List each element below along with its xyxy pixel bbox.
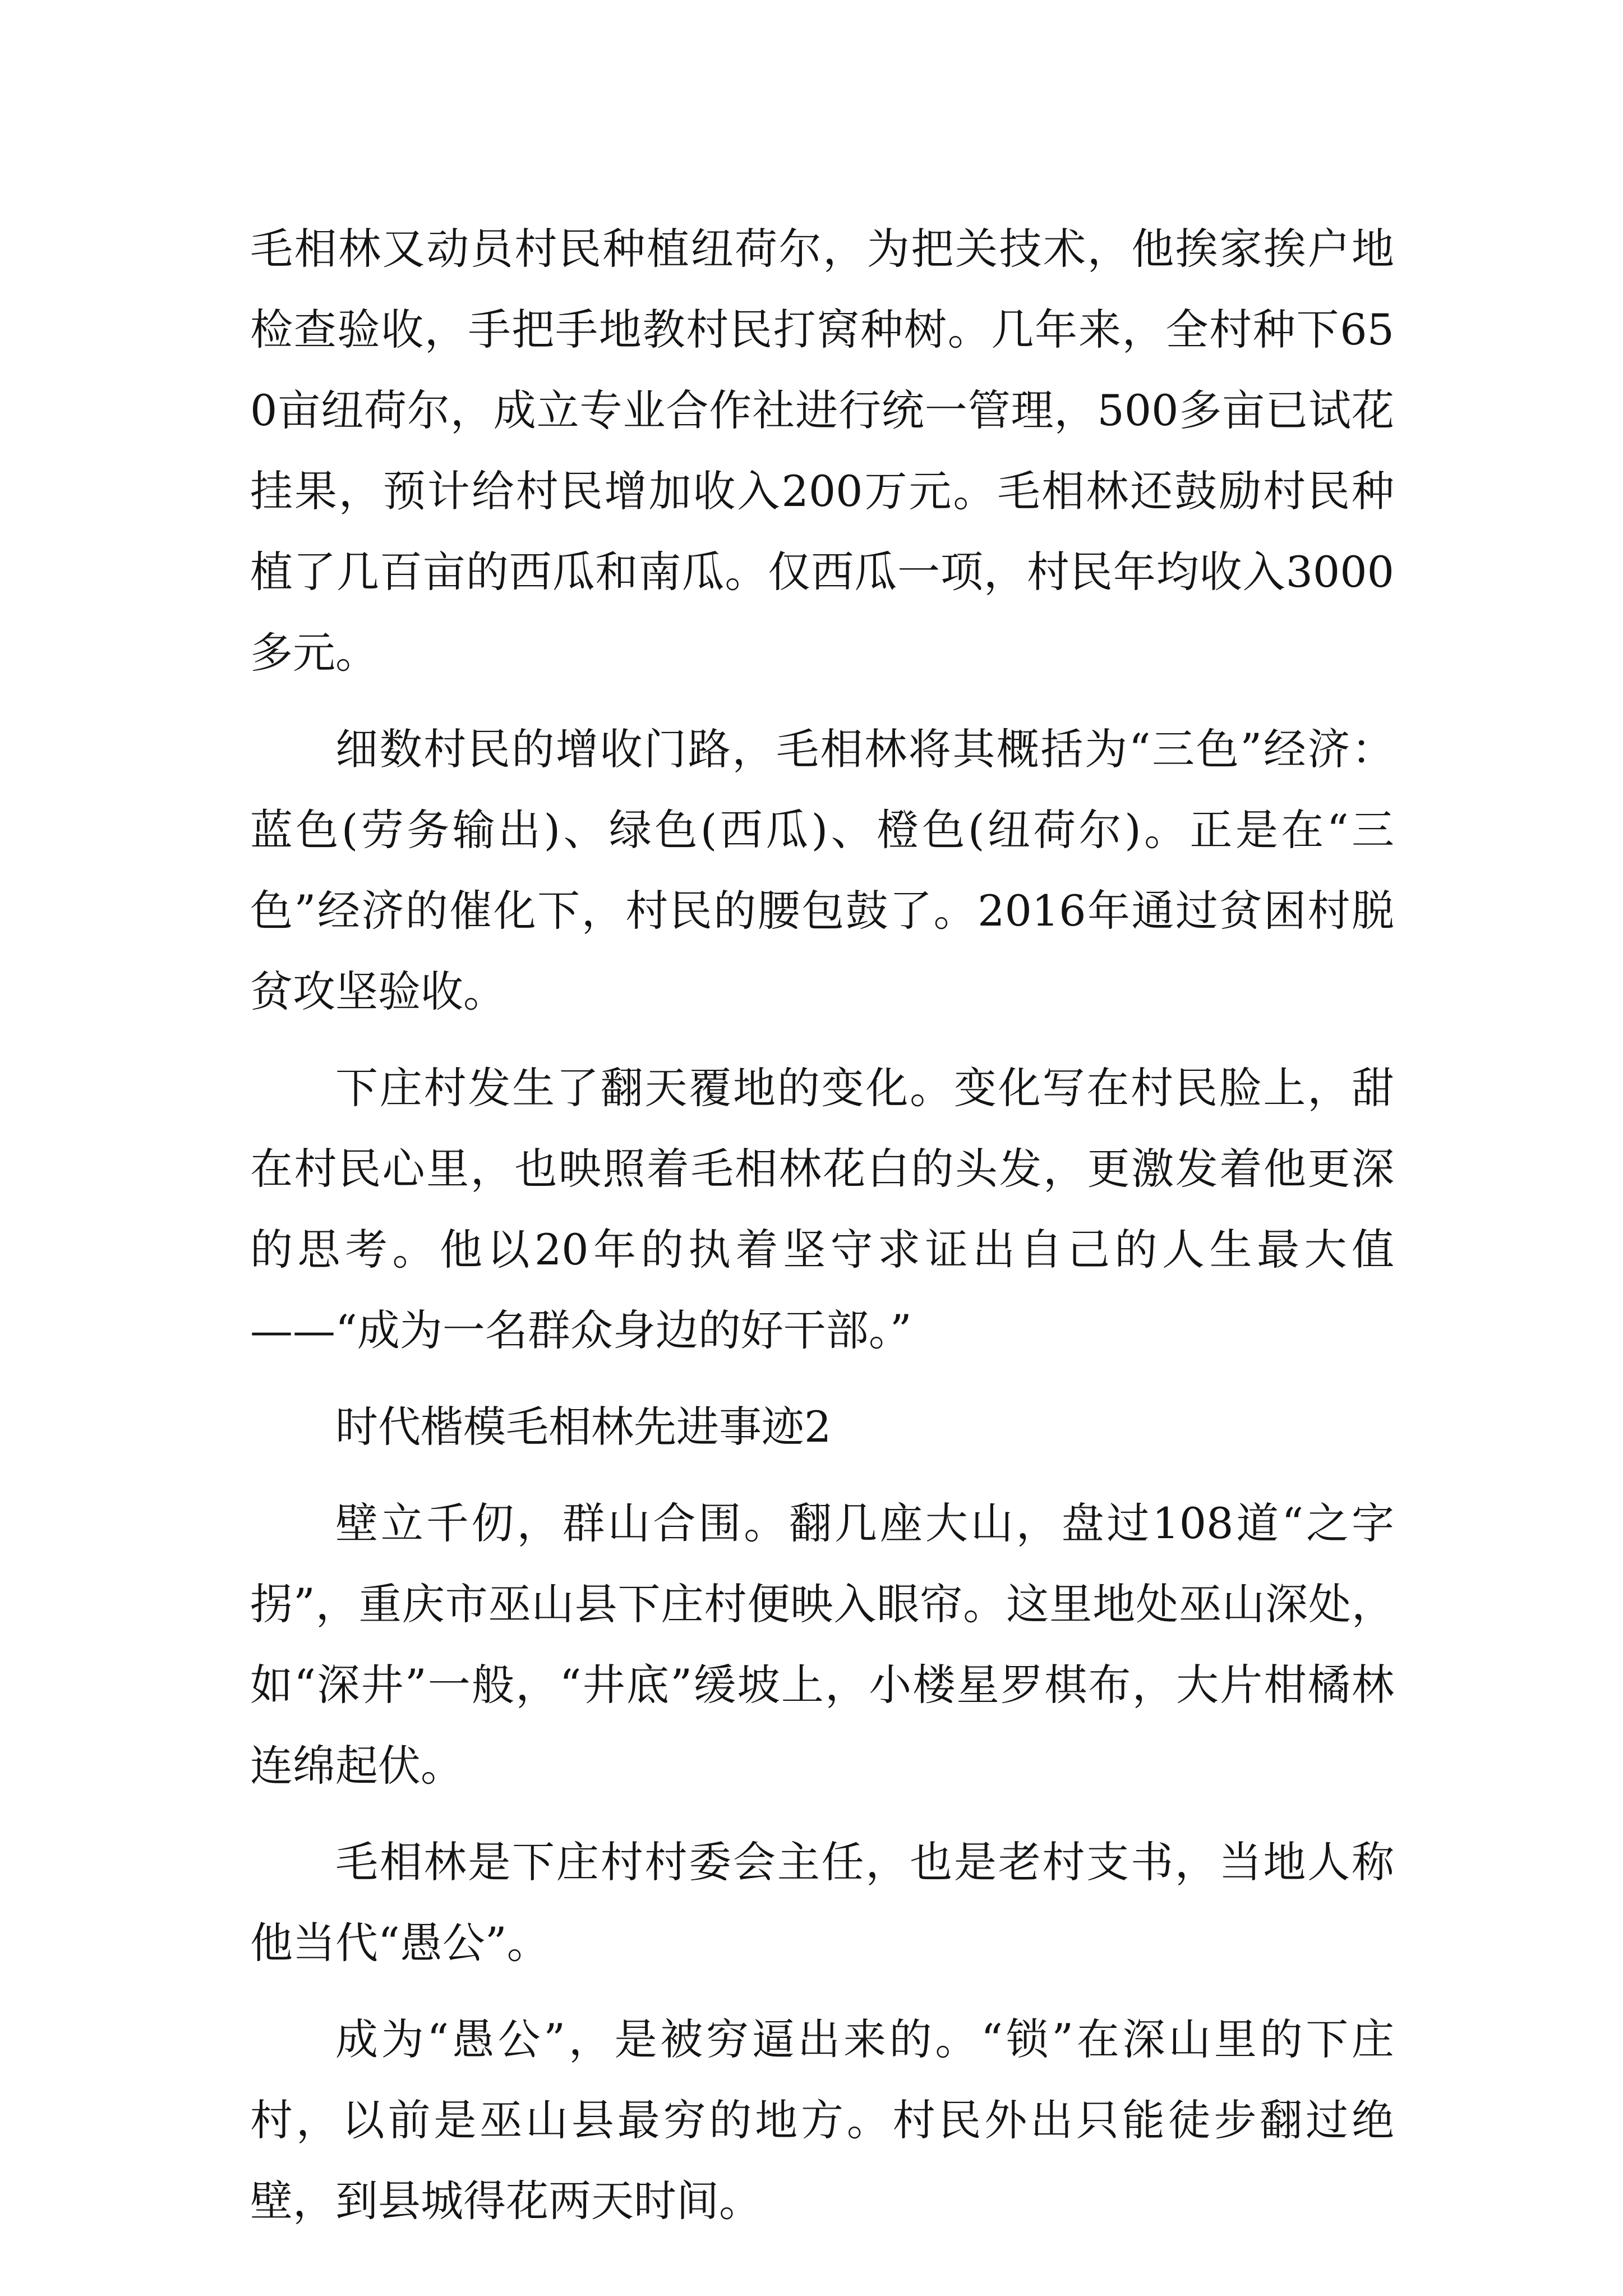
paragraph-village-change: 下庄村发生了翻天覆地的变化。变化写在村民脸上，甜在村民心里，也映照着毛相林花白的头发，更激发着他更深的思考。他以20年的执着坚守求证出自己的人生最大值——“成为一名群众身边的好干部。” [250, 1063, 1394, 1355]
paragraph-three-color-economy: 细数村民的增收门路，毛相林将其概括为“三色”经济：蓝色(劳务输出)、绿色(西瓜)、橙色(纽荷尔)。正是在“三色”经济的催化下，村民的腰包鼓了。2016年通过贫困村脱贫攻坚验收。 [250, 724, 1394, 1016]
paragraph-poverty-origin: 成为“愚公”，是被穷逼出来的。“锁”在深山里的下庄村，以前是巫山县最穷的地方。村民外出只能徒步翻过绝壁，到县城得花两天时间。 [250, 2014, 1394, 2226]
paragraph-mao-xianglin-role: 毛相林是下庄村村委会主任，也是老村支书，当地人称他当代“愚公”。 [250, 1837, 1394, 1968]
paragraph-village-intro: 壁立千仞，群山合围。翻几座大山，盘过108道“之字拐”，重庆市巫山县下庄村便映入眼帘。这里地处巫山深处，如“深井”一般，“井底”缓坡上，小楼星罗棋布，大片柑橘林连绵起伏。 [250, 1498, 1394, 1791]
paragraph-continuation: 毛相林又动员村民种植纽荷尔，为把关技术，他挨家挨户地检查验收，手把手地教村民打窝种树。几年来，全村种下650亩纽荷尔，成立专业合作社进行统一管理，500多亩已试花挂果，预计给村民增加收入200万元。毛相林还鼓励村民种植了几百亩的西瓜和南瓜。仅西瓜一项，村民年均收入3000多元。 [250, 224, 1394, 678]
section-heading: 时代楷模毛相林先进事迹2 [335, 1402, 832, 1452]
document-page [250, 209, 1394, 2257]
